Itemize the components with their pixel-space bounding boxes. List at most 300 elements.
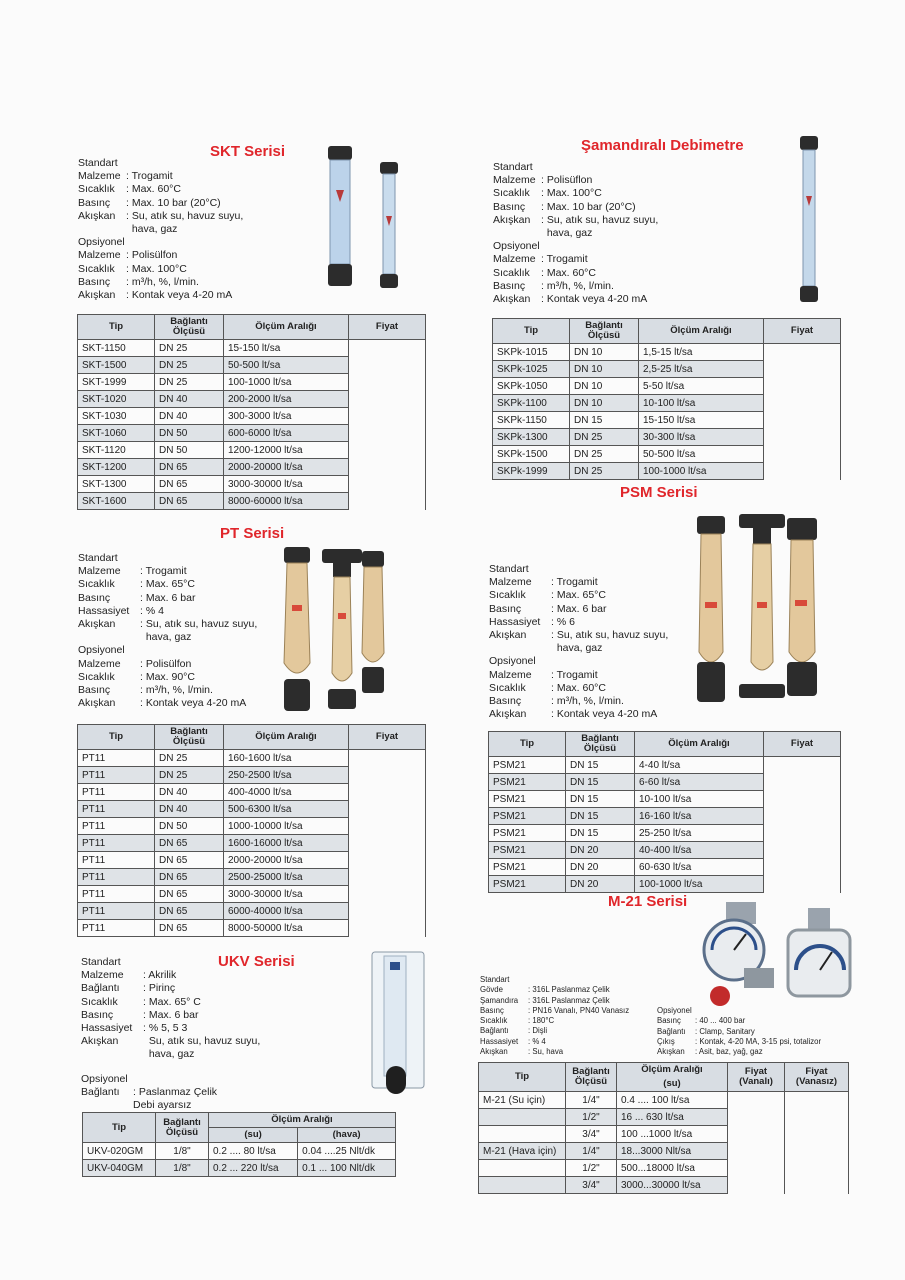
spec-row xyxy=(78,605,257,618)
spec-row xyxy=(78,289,243,302)
spec-value: : Trogamit xyxy=(551,668,598,681)
spec-row xyxy=(480,1026,629,1036)
spec-row xyxy=(78,276,243,289)
spec-row xyxy=(81,1086,217,1099)
table-cell: 2500-25000 lt/sa xyxy=(224,869,349,886)
price-cell xyxy=(349,750,426,767)
spec-row xyxy=(493,201,658,214)
col-baglanti: Bağlantı Ölçüsü xyxy=(566,732,635,757)
table-cell: SKPk-1300 xyxy=(493,429,570,446)
table-cell: SKPk-1015 xyxy=(493,344,570,361)
spec-row xyxy=(657,1016,821,1026)
table-cell: PSM21 xyxy=(489,791,566,808)
price-cell xyxy=(764,876,841,893)
price-cell xyxy=(764,378,841,395)
spec-row xyxy=(78,236,243,249)
table-cell: DN 65 xyxy=(155,852,224,869)
spec-value: : Su, atık su, havuz suyu, xyxy=(126,209,244,222)
table-cell: DN 10 xyxy=(570,361,639,378)
spec-row xyxy=(489,603,668,616)
table-cell: 0.04 ....25 Nlt/dk xyxy=(298,1143,396,1160)
spec-row xyxy=(78,644,257,657)
spec-value: : Polisülfon xyxy=(140,657,192,670)
spec-value: : Kontak veya 4-20 mA xyxy=(140,697,247,710)
spec-value: : Su, atık su, havuz suyu, xyxy=(541,213,659,226)
spec-value: : Kontak, 4-20 MA, 3-15 psi, totalizor xyxy=(695,1036,822,1046)
table-cell: 40-400 lt/sa xyxy=(635,842,764,859)
table-cell: 50-500 lt/sa xyxy=(224,357,349,374)
spec-row xyxy=(480,1006,629,1016)
spec-key: Basınç xyxy=(81,1008,114,1021)
price-cell xyxy=(764,774,841,791)
spec-row xyxy=(493,187,658,200)
col-tip: Tip xyxy=(489,732,566,757)
table-cell: 2000-20000 lt/sa xyxy=(224,852,349,869)
table-cell: 100-1000 lt/sa xyxy=(224,374,349,391)
table-cell: PT11 xyxy=(78,886,155,903)
table-cell: 16-160 lt/sa xyxy=(635,808,764,825)
table-row xyxy=(78,425,426,442)
ukv-options xyxy=(81,1073,217,1113)
table-cell: 1/8" xyxy=(156,1160,209,1177)
table-cell: DN 25 xyxy=(155,340,224,357)
table-row xyxy=(78,852,426,869)
table-cell: 18...3000 Nlt/sa xyxy=(617,1143,728,1160)
ukv-specs xyxy=(81,956,260,1062)
spec-value: : Max. 65°C xyxy=(551,589,606,602)
col-baglanti: Bağlantı Ölçüsü xyxy=(155,725,224,750)
spec-key: Basınç xyxy=(493,279,526,292)
table-row xyxy=(479,1092,849,1109)
spec-value: : Max. 65° C xyxy=(143,995,201,1008)
spec-value: : Kontak veya 4-20 mA xyxy=(126,289,233,302)
skt-title: SKT Serisi xyxy=(210,143,286,160)
table-cell: DN 65 xyxy=(155,886,224,903)
price-cell xyxy=(349,425,426,442)
spec-row xyxy=(493,214,658,227)
table-cell: 8000-50000 lt/sa xyxy=(224,920,349,937)
table-cell: 0.1 ... 100 Nlt/dk xyxy=(298,1160,396,1177)
spec-row xyxy=(78,592,257,605)
price-cell xyxy=(349,374,426,391)
table-row xyxy=(78,357,426,374)
table-row xyxy=(489,774,841,791)
table-cell: 16 ... 630 lt/sa xyxy=(617,1109,728,1126)
table-cell: PSM21 xyxy=(489,757,566,774)
table-cell: 25-250 lt/sa xyxy=(635,825,764,842)
price-cell xyxy=(349,459,426,476)
table-cell: UKV-020GM xyxy=(83,1143,156,1160)
table-cell: 30-300 lt/sa xyxy=(639,429,764,446)
spec-key: Sıcaklık xyxy=(493,187,530,200)
table-cell: DN 20 xyxy=(566,842,635,859)
table-row xyxy=(78,869,426,886)
spec-row xyxy=(78,671,257,684)
spec-key: Akışkan xyxy=(78,618,116,631)
spec-key: Gövde xyxy=(480,985,503,995)
spec-key: Basınç xyxy=(493,200,526,213)
spec-key: Hassasiyet xyxy=(489,615,541,628)
table-cell: SKT-1030 xyxy=(78,408,155,425)
spec-key: Sıcaklık xyxy=(489,681,526,694)
table-row xyxy=(78,391,426,408)
col-tip: Tip xyxy=(493,319,570,344)
spec-key xyxy=(489,642,551,655)
spec-key: Akışkan xyxy=(78,289,116,302)
table-cell: DN 25 xyxy=(155,767,224,784)
col-tip: Tip xyxy=(78,315,155,340)
table-row xyxy=(78,801,426,818)
spec-key: Standart xyxy=(493,161,533,173)
price-cell xyxy=(349,852,426,869)
spec-row xyxy=(480,1037,629,1047)
col-baglanti: Bağlantı Ölçüsü xyxy=(155,315,224,340)
table-cell: DN 15 xyxy=(566,791,635,808)
spec-row xyxy=(489,616,668,629)
table-row xyxy=(489,825,841,842)
table-cell: DN 15 xyxy=(566,808,635,825)
table-row xyxy=(78,408,426,425)
spec-value: : Akrilik xyxy=(143,969,177,982)
spec-key xyxy=(81,1048,143,1061)
psm-table xyxy=(488,731,841,893)
table-cell: DN 65 xyxy=(155,835,224,852)
spec-value: : Su, atık su, havuz suyu, xyxy=(140,618,258,631)
table-row xyxy=(78,835,426,852)
price-cell xyxy=(728,1109,785,1126)
table-cell: SKT-1500 xyxy=(78,357,155,374)
spec-key: Malzeme xyxy=(78,657,121,670)
table-cell: DN 25 xyxy=(570,446,639,463)
spec-key: Malzeme xyxy=(489,576,532,589)
table-cell: 3/4" xyxy=(566,1126,617,1143)
table-cell: SKPk-1025 xyxy=(493,361,570,378)
spec-row xyxy=(489,708,668,721)
spec-row xyxy=(81,1035,260,1048)
table-row xyxy=(479,1177,849,1194)
m21-options xyxy=(657,1006,821,1057)
spec-row xyxy=(489,655,668,668)
col-tip: Tip xyxy=(78,725,155,750)
spec-row xyxy=(493,253,658,266)
spec-row xyxy=(489,642,668,655)
table-cell: DN 50 xyxy=(155,818,224,835)
spec-key: Akışkan xyxy=(78,209,116,222)
spec-key: Basınç xyxy=(78,196,111,209)
col-fiyat: Fiyat xyxy=(349,725,426,750)
price-cell xyxy=(728,1143,785,1160)
spec-row xyxy=(78,618,257,631)
spec-row xyxy=(489,563,668,576)
spec-row xyxy=(657,1037,821,1047)
table-cell: DN 15 xyxy=(566,825,635,842)
table-cell xyxy=(479,1160,566,1177)
table-row xyxy=(78,920,426,937)
price-cell xyxy=(764,825,841,842)
table-cell: 4-40 lt/sa xyxy=(635,757,764,774)
psm-title: PSM Serisi xyxy=(620,484,698,501)
skt-table xyxy=(77,314,426,510)
spec-value: : Su, hava xyxy=(528,1047,564,1057)
table-cell: 500-6300 lt/sa xyxy=(224,801,349,818)
table-cell: 500...18000 lt/sa xyxy=(617,1160,728,1177)
table-cell: SKT-1999 xyxy=(78,374,155,391)
spec-key: Opsiyonel xyxy=(78,644,125,657)
spec-key: Standart xyxy=(489,563,529,575)
price-cell xyxy=(764,463,841,480)
spec-row xyxy=(489,695,668,708)
table-cell: DN 50 xyxy=(155,425,224,442)
spec-key: Akışkan xyxy=(81,1035,119,1048)
table-cell: PT11 xyxy=(78,903,155,920)
spec-key: Sıcaklık xyxy=(78,578,115,591)
spec-row xyxy=(78,157,243,170)
m21-flowmeter-image xyxy=(700,900,860,1010)
spec-value: : % 5, 5 3 xyxy=(143,1022,188,1035)
spec-value: : Max. 6 bar xyxy=(140,591,196,604)
pt-specs xyxy=(78,552,257,710)
table-cell: 10-100 lt/sa xyxy=(635,791,764,808)
table-cell: 0.2 .... 80 lt/sa xyxy=(209,1143,298,1160)
table-cell: PT11 xyxy=(78,801,155,818)
table-cell: 60-630 lt/sa xyxy=(635,859,764,876)
table-cell: UKV-040GM xyxy=(83,1160,156,1177)
table-cell: SKPk-1999 xyxy=(493,463,570,480)
spec-row xyxy=(657,1027,821,1037)
price-cell xyxy=(349,801,426,818)
spec-key xyxy=(78,223,126,236)
table-cell: SKT-1600 xyxy=(78,493,155,510)
spec-key: Akışkan xyxy=(657,1047,685,1057)
spec-key: Basınç xyxy=(78,591,111,604)
spec-key: Akışkan xyxy=(493,213,531,226)
spec-value: : Max. 90°C xyxy=(140,670,195,683)
spec-key: Basınç xyxy=(657,1016,681,1026)
spec-key: Sıcaklık xyxy=(493,266,530,279)
table-row xyxy=(78,374,426,391)
table-cell: DN 50 xyxy=(155,442,224,459)
table-cell: 1/4" xyxy=(566,1092,617,1109)
table-row xyxy=(493,412,841,429)
spec-key: Opsiyonel xyxy=(493,240,540,253)
spec-row xyxy=(480,1047,629,1057)
table-cell: 10-100 lt/sa xyxy=(639,395,764,412)
price-cell xyxy=(785,1177,849,1194)
table-cell: 400-4000 lt/sa xyxy=(224,784,349,801)
spec-row xyxy=(81,969,260,982)
col-hava: (hava) xyxy=(298,1128,396,1143)
skpk-flowmeter-image xyxy=(794,134,824,306)
spec-row xyxy=(493,240,658,253)
price-cell xyxy=(728,1126,785,1143)
price-cell xyxy=(349,340,426,357)
spec-key: Basınç xyxy=(78,684,111,697)
spec-row xyxy=(480,996,629,1006)
spec-key: Standart xyxy=(81,956,121,968)
price-cell xyxy=(785,1126,849,1143)
spec-value: Su, atık su, havuz suyu, xyxy=(143,1035,261,1048)
table-cell: 2000-20000 lt/sa xyxy=(224,459,349,476)
spec-value: hava, gaz xyxy=(541,227,593,240)
table-cell: DN 65 xyxy=(155,920,224,937)
spec-value: : m³/h, %, l/min. xyxy=(126,275,199,288)
spec-row xyxy=(489,682,668,695)
table-cell: 8000-60000 lt/sa xyxy=(224,493,349,510)
price-cell xyxy=(764,395,841,412)
table-cell: 0.2 ... 220 lt/sa xyxy=(209,1160,298,1177)
spec-row xyxy=(81,982,260,995)
table-row xyxy=(489,876,841,893)
price-cell xyxy=(349,442,426,459)
price-cell xyxy=(764,842,841,859)
spec-key: Opsiyonel xyxy=(81,1073,128,1085)
price-cell xyxy=(349,920,426,937)
spec-key: Malzeme xyxy=(78,565,121,578)
price-cell xyxy=(728,1092,785,1109)
table-cell: DN 15 xyxy=(570,412,639,429)
spec-value: : % 4 xyxy=(140,604,164,617)
spec-value: : Paslanmaz Çelik xyxy=(133,1086,218,1099)
table-row xyxy=(479,1143,849,1160)
ukv-title: UKV Serisi xyxy=(218,953,295,970)
table-cell: SKT-1020 xyxy=(78,391,155,408)
price-cell xyxy=(785,1143,849,1160)
spec-value: : Max. 100°C xyxy=(541,187,602,200)
psm-flowmeter-image xyxy=(695,512,835,718)
spec-row xyxy=(493,267,658,280)
spec-key: Malzeme xyxy=(489,668,532,681)
spec-row xyxy=(493,161,658,174)
table-cell: 200-2000 lt/sa xyxy=(224,391,349,408)
spec-value: : Max. 60°C xyxy=(541,266,596,279)
spec-row xyxy=(480,1016,629,1026)
spec-row xyxy=(493,174,658,187)
spec-key: Sıcaklık xyxy=(480,1016,508,1026)
table-cell: DN 20 xyxy=(566,859,635,876)
spec-value: : Max. 60°C xyxy=(126,183,181,196)
price-cell xyxy=(728,1160,785,1177)
table-cell: PT11 xyxy=(78,784,155,801)
table-cell: 300-3000 lt/sa xyxy=(224,408,349,425)
table-cell: 6-60 lt/sa xyxy=(635,774,764,791)
table-cell xyxy=(479,1177,566,1194)
spec-row xyxy=(480,985,629,995)
spec-value: : Max. 60°C xyxy=(551,681,606,694)
table-cell: DN 40 xyxy=(155,784,224,801)
spec-row xyxy=(489,589,668,602)
table-cell: DN 65 xyxy=(155,459,224,476)
spec-value: : Pirinç xyxy=(143,982,176,995)
table-cell: DN 20 xyxy=(566,876,635,893)
table-row xyxy=(489,842,841,859)
spec-row xyxy=(78,263,243,276)
skpk-table xyxy=(492,318,841,480)
pt-table xyxy=(77,724,426,937)
price-cell xyxy=(764,859,841,876)
spec-value: : 316L Paslanmaz Çelik xyxy=(528,985,610,995)
spec-row xyxy=(493,280,658,293)
skt-flowmeter-image xyxy=(322,138,412,298)
table-row xyxy=(479,1109,849,1126)
table-row xyxy=(479,1160,849,1177)
spec-row xyxy=(493,227,658,240)
spec-key: Basınç xyxy=(78,275,111,288)
spec-key: Sıcaklık xyxy=(81,995,118,1008)
spec-key: Sıcaklık xyxy=(489,589,526,602)
price-cell xyxy=(785,1160,849,1177)
spec-key: Basınç xyxy=(480,1005,504,1015)
table-cell: 100 ...1000 lt/sa xyxy=(617,1126,728,1143)
table-row xyxy=(493,446,841,463)
spec-value: : Max. 10 bar (20°C) xyxy=(126,196,221,209)
spec-row xyxy=(493,293,658,306)
table-cell: PSM21 xyxy=(489,842,566,859)
table-cell: DN 25 xyxy=(155,374,224,391)
table-cell: SKT-1120 xyxy=(78,442,155,459)
spec-key: Malzeme xyxy=(493,253,536,266)
table-cell: 100-1000 lt/sa xyxy=(639,463,764,480)
table-row xyxy=(493,395,841,412)
spec-key: Malzeme xyxy=(78,170,121,183)
table-cell: M-21 (Hava için) xyxy=(479,1143,566,1160)
col-olcum: Ölçüm Aralığı xyxy=(224,725,349,750)
spec-row xyxy=(78,552,257,565)
table-cell: SKPk-1050 xyxy=(493,378,570,395)
table-cell: DN 40 xyxy=(155,408,224,425)
price-cell xyxy=(764,808,841,825)
spec-key: Şamandıra xyxy=(480,995,519,1005)
spec-value: hava, gaz xyxy=(140,631,192,644)
price-cell xyxy=(349,869,426,886)
spec-value: : Asit, baz, yağ, gaz xyxy=(695,1047,763,1057)
spec-key: Çıkış xyxy=(657,1036,675,1046)
col-fiyat-vanasiz: Fiyat (Vanasız) xyxy=(785,1063,849,1092)
spec-value: : Max. 10 bar (20°C) xyxy=(541,200,636,213)
table-cell: 15-150 lt/sa xyxy=(639,412,764,429)
table-cell: 1200-12000 lt/sa xyxy=(224,442,349,459)
price-cell xyxy=(764,791,841,808)
price-cell xyxy=(349,784,426,801)
col-olcum: Ölçüm Aralığı xyxy=(635,732,764,757)
table-cell: PSM21 xyxy=(489,825,566,842)
table-cell: 1/4" xyxy=(566,1143,617,1160)
table-cell: 1/8" xyxy=(156,1143,209,1160)
table-cell: 5-50 lt/sa xyxy=(639,378,764,395)
table-cell: 1600-16000 lt/sa xyxy=(224,835,349,852)
pt-flowmeter-image xyxy=(278,543,388,719)
table-cell: DN 10 xyxy=(570,344,639,361)
table-cell: 1000-10000 lt/sa xyxy=(224,818,349,835)
table-cell: DN 25 xyxy=(570,429,639,446)
table-row xyxy=(489,791,841,808)
table-cell: 250-2500 lt/sa xyxy=(224,767,349,784)
table-row xyxy=(489,808,841,825)
table-row xyxy=(78,767,426,784)
col-olcum: Ölçüm Aralığı xyxy=(224,315,349,340)
table-row xyxy=(479,1126,849,1143)
spec-value: : Max. 65°C xyxy=(140,578,195,591)
table-cell: 50-500 lt/sa xyxy=(639,446,764,463)
spec-key: Akışkan xyxy=(489,629,527,642)
spec-key: Akışkan xyxy=(489,708,527,721)
spec-value: : 180°C xyxy=(528,1016,555,1026)
skpk-specs xyxy=(493,161,658,306)
spec-row xyxy=(81,1073,217,1086)
col-su: (su) xyxy=(209,1128,298,1143)
table-cell: 6000-40000 lt/sa xyxy=(224,903,349,920)
spec-key: Sıcaklık xyxy=(78,670,115,683)
spec-value: : m³/h, %, l/min. xyxy=(140,684,213,697)
